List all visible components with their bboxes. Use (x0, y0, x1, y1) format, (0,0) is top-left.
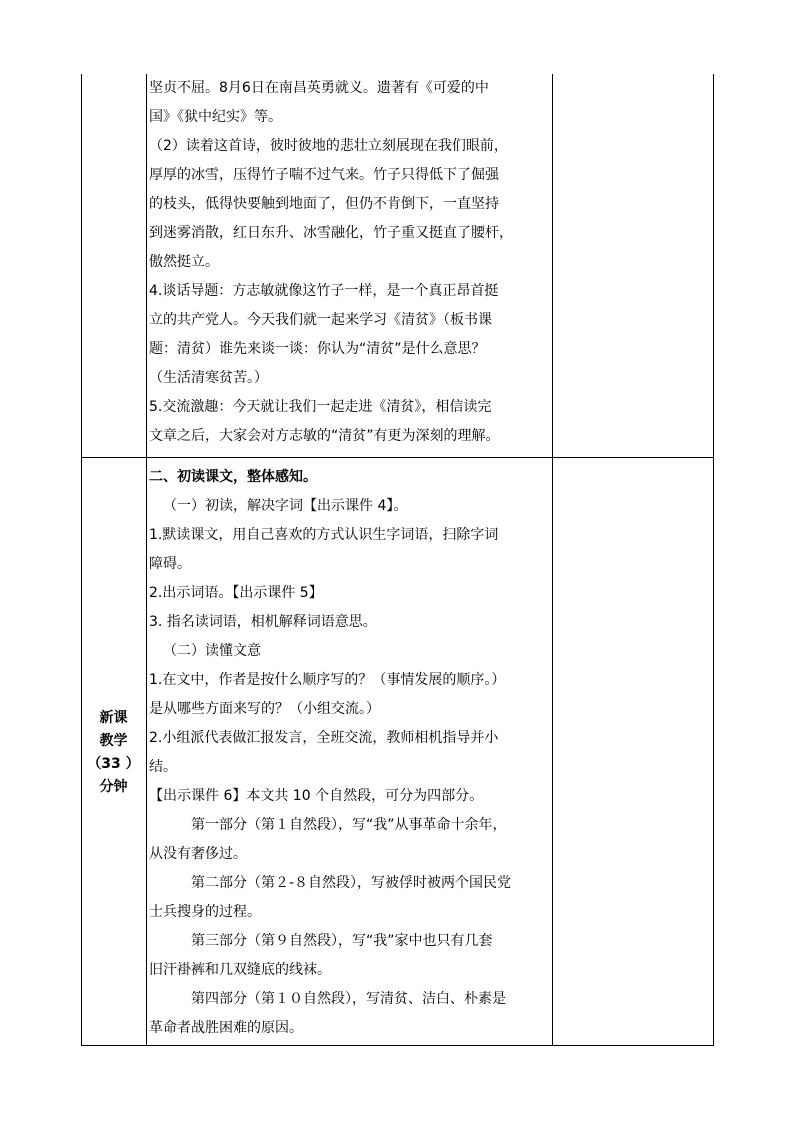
text-line: 到迷雾消散，红日东升、冰雪融化，竹子重又挺直了腰杆， (149, 225, 513, 241)
text-line: 1.在文中，作者是按什么顺序写的？（事情发展的顺序。） (149, 672, 506, 688)
text-line: 2.小组派代表做汇报发言，全班交流，教师相机指导并小 (149, 730, 499, 746)
text-line: 旧汗褂裤和几双缝底的线袜。 (149, 962, 331, 978)
text-line: 是从哪些方面来写的？（小组交流。） (149, 701, 380, 717)
table-border-bottom (81, 1045, 714, 1046)
text-line: 1.默读课文，用自己喜欢的方式认识生字词语，扫除字词 (149, 527, 499, 543)
stage-label (82, 707, 145, 799)
text-line: 坚贞不屈。8月6日在南昌英勇就义。遗著有《可爱的中 (149, 80, 489, 96)
text-line: 第一部分（第１自然段），写“我”从事革命十余年， (191, 817, 507, 833)
text-line: 的枝头，低得快要触到地面了，但仍不肯倒下，一直坚持 (149, 196, 499, 212)
stage-label-line: 教学 (99, 733, 128, 749)
text-line: 从没有奢侈过。 (149, 846, 247, 862)
table-column-divider-1 (146, 74, 147, 1046)
text-line: 题：清贫）谁先来谈一谈：你认为“清贫”是什么意思？ (149, 341, 486, 357)
text-line: 第四部分（第１０自然段），写清贫、洁白、朴素是 (191, 991, 506, 1007)
text-line: 5.交流激趣：今天就让我们一起走进《清贫》，相信读完 (149, 399, 492, 415)
table-border-left (81, 74, 82, 1046)
text-line: 文章之后，大家会对方志敏的“清贫”有更为深刻的理解。 (149, 428, 500, 444)
text-line: 2.出示词语。【出示课件 5】 (149, 585, 323, 601)
table-column-divider-2 (552, 74, 553, 1046)
text-line: 障碍。 (149, 556, 191, 572)
stage-label-line: 分钟 (99, 779, 128, 795)
text-line: （一）初读，解决字词【出示课件 4】。 (163, 498, 408, 514)
lesson-content-continued (149, 74, 551, 451)
text-line: 国》《狱中纪实》等。 (149, 109, 282, 125)
text-line: （2）读着这首诗，彼时彼地的悲壮立刻展现在我们眼前， (149, 138, 508, 154)
text-line: 厚厚的冰雪，压得竹子喘不过气来。竹子只得低下了倔强 (149, 167, 499, 183)
text-line: （生活清寒贫苦。） (149, 370, 268, 386)
text-line: 革命者战胜困难的原因。 (149, 1020, 303, 1036)
stage-label-line: （33 ） (87, 756, 140, 772)
text-line: 【出示课件 6】本文共 10 个自然段，可分为四部分。 (149, 788, 484, 804)
table-border-right (713, 74, 714, 1046)
text-line: 傲然挺立。 (149, 254, 219, 270)
table-row-divider (81, 457, 714, 458)
text-line: 4.谈话导题：方志敏就像这竹子一样，是一个真正昂首挺 (149, 283, 499, 299)
text-line: 结。 (149, 759, 177, 775)
section-heading: 二、初读课文，整体感知。 (149, 469, 317, 485)
text-line: 第二部分（第２-８自然段），写被俘时被两个国民党 (191, 875, 512, 891)
text-line: 士兵搜身的过程。 (149, 904, 261, 920)
text-line: 立的共产党人。今天我们就一起来学习《清贫》（板书课 (149, 312, 492, 328)
text-line: 3. 指名读词语，相机解释词语意思。 (149, 614, 377, 630)
text-line: （二）读懂文意 (163, 643, 261, 659)
lesson-content-new-teaching (149, 463, 551, 1043)
stage-label-line: 新课 (99, 710, 128, 726)
text-line: 第三部分（第９自然段），写“我”家中也只有几套 (191, 933, 493, 949)
